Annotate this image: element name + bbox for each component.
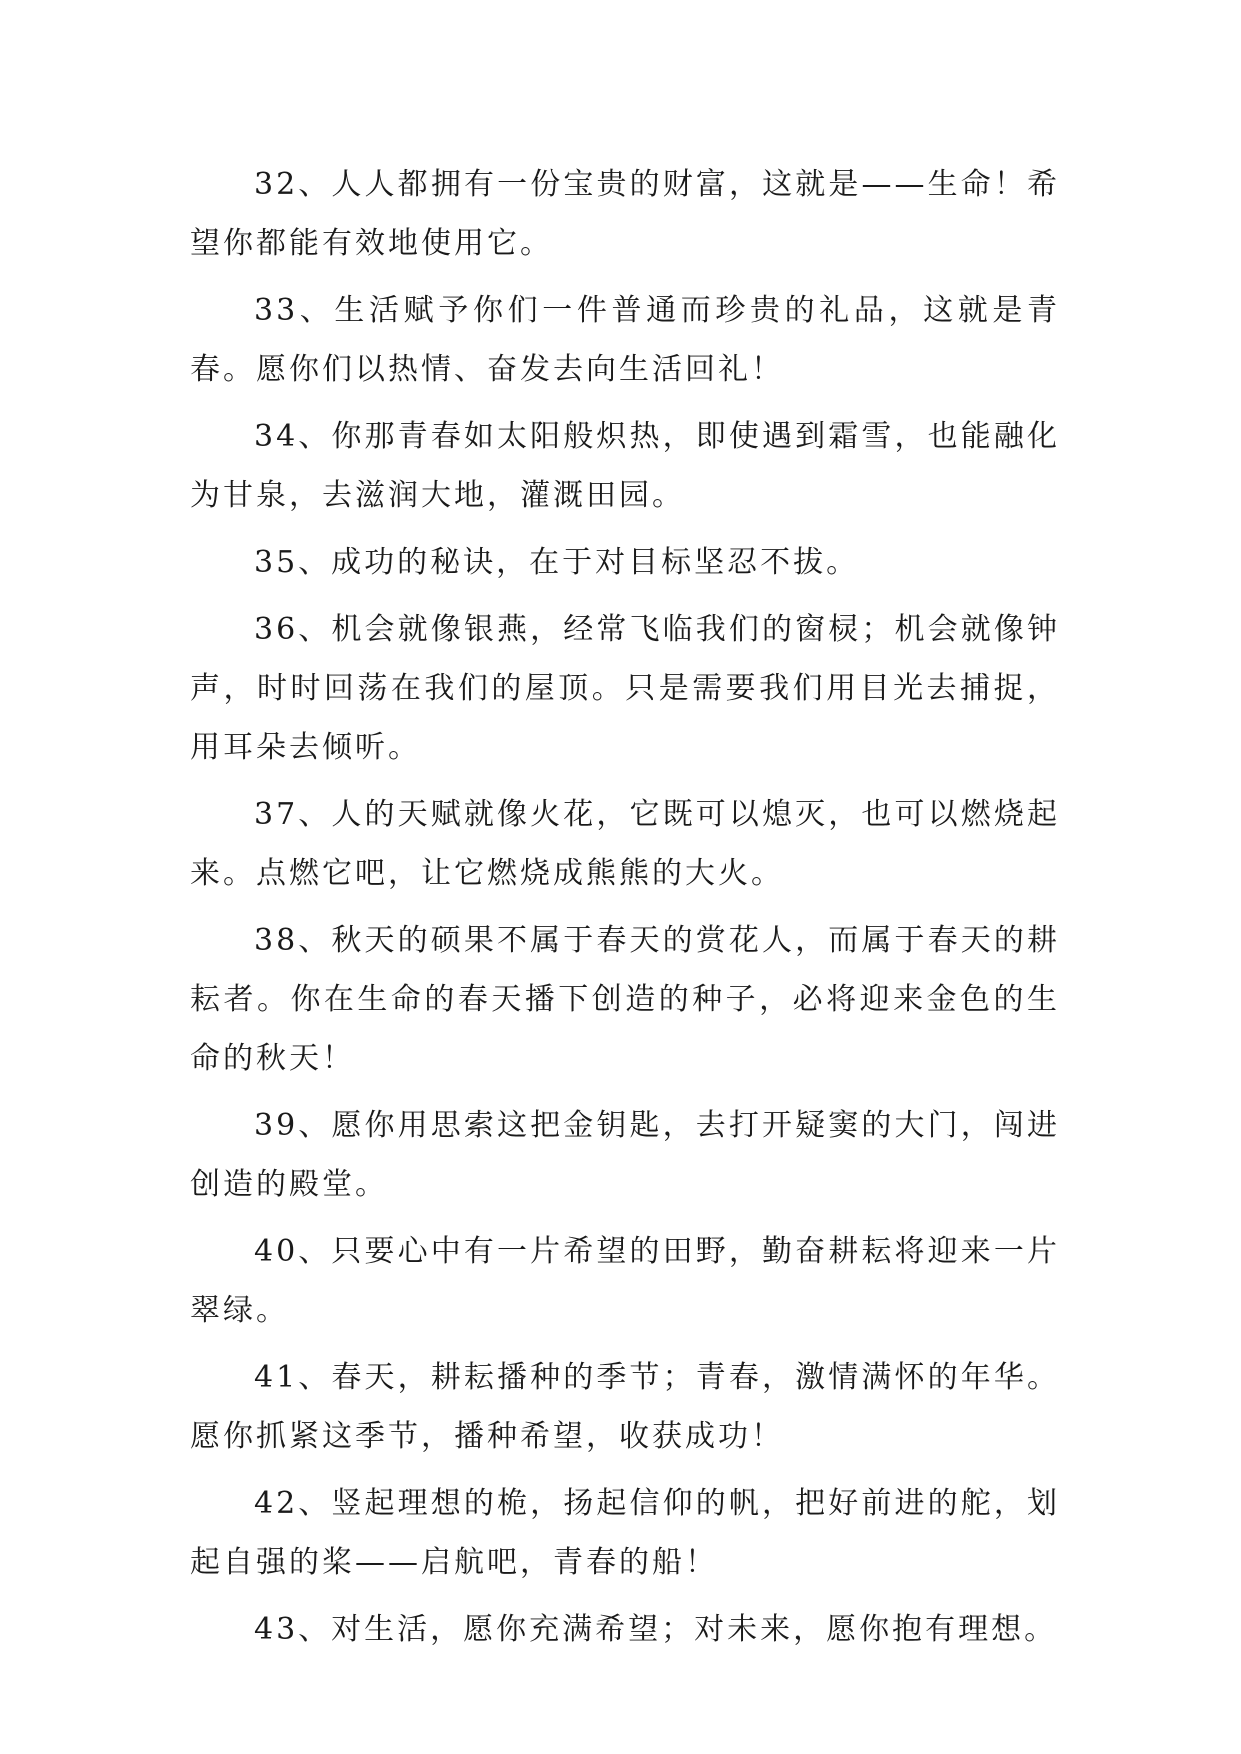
paragraph-37: 37、人的天赋就像火花，它既可以熄灭，也可以燃烧起来。点燃它吧，让它燃烧成熊熊的大火。 [190, 797, 1060, 891]
paragraph-34: 34、你那青春如太阳般炽热，即使遇到霜雪，也能融化为甘泉，去滋润大地，灌溉田园。 [190, 419, 1060, 513]
paragraph-38: 38、秋天的硕果不属于春天的赏花人，而属于春天的耕耘者。你在生命的春天播下创造的种子，必将迎来金色的生命的秋天！ [190, 923, 1060, 1076]
paragraph-36: 36、机会就像银燕，经常飞临我们的窗棂；机会就像钟声，时时回荡在我们的屋顶。只是需要我们用目光去捕捉，用耳朵去倾听。 [190, 612, 1060, 765]
paragraph-42: 42、竖起理想的桅，扬起信仰的帆，把好前进的舵，划起自强的桨——启航吧，青春的船！ [190, 1486, 1060, 1580]
paragraph-40: 40、只要心中有一片希望的田野，勤奋耕耘将迎来一片翠绿。 [190, 1234, 1060, 1328]
paragraph-41: 41、春天，耕耘播种的季节；青春，激情满怀的年华。愿你抓紧这季节，播种希望，收获成功！ [190, 1360, 1060, 1454]
document-body [190, 155, 1060, 1667]
paragraph-32: 32、人人都拥有一份宝贵的财富，这就是——生命！希望你都能有效地使用它。 [190, 167, 1060, 261]
paragraph-33: 33、生活赋予你们一件普通而珍贵的礼品，这就是青春。愿你们以热情、奋发去向生活回礼！ [190, 293, 1060, 387]
paragraph-43: 43、对生活，愿你充满希望；对未来，愿你抱有理想。 [254, 1612, 1058, 1647]
paragraph-39: 39、愿你用思索这把金钥匙，去打开疑窦的大门，闯进创造的殿堂。 [190, 1108, 1060, 1202]
paragraph-35: 35、成功的秘诀，在于对目标坚忍不拔。 [254, 545, 860, 580]
